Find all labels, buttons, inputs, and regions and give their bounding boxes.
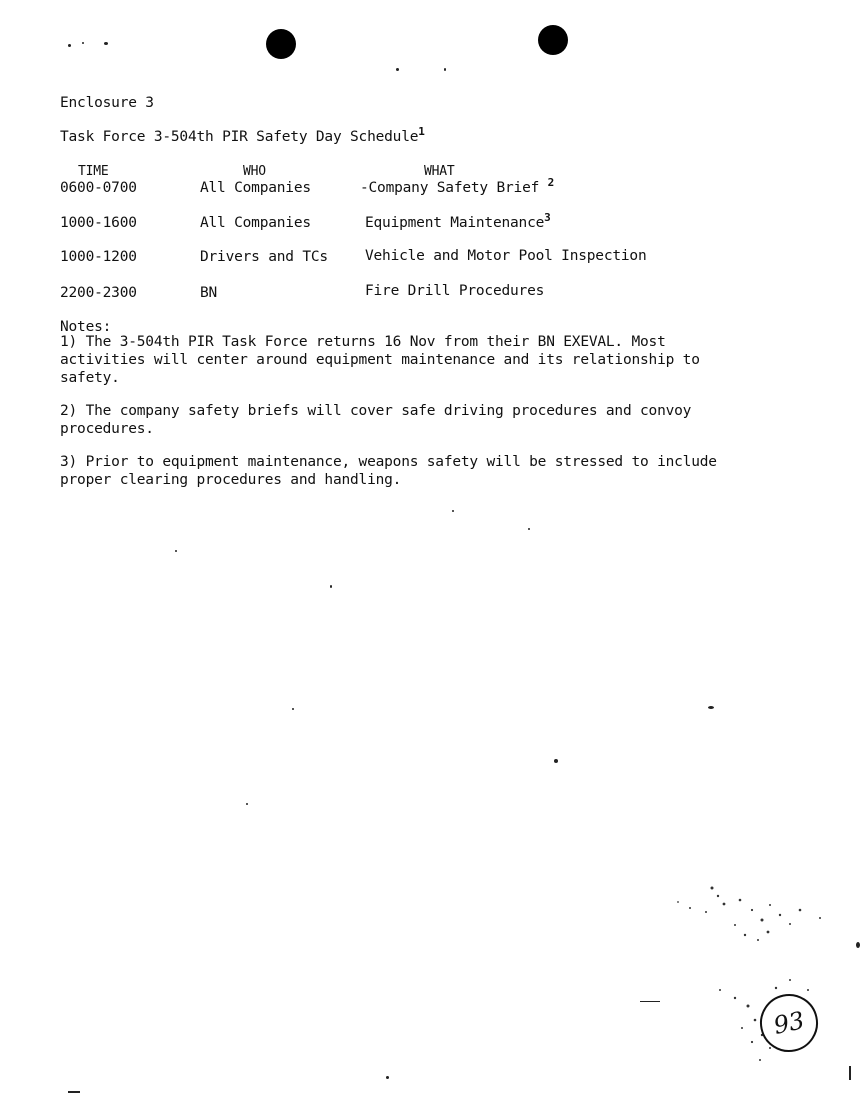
notes-label: Notes:: [60, 319, 112, 335]
note-1: 1) The 3-504th PIR Task Force returns 16 Nov from their BN EXEVAL. Most activities will center around equipment maintenance and its relationship to safety.: [60, 334, 700, 386]
row-4-time: 2200-2300: [60, 285, 137, 301]
row-2-footnote-marker: 3: [544, 211, 551, 224]
row-3-time: 1000-1200: [60, 249, 137, 265]
title-footnote-marker: 1: [418, 125, 425, 138]
row-2-time: 1000-1600: [60, 215, 137, 231]
row-4-what: Fire Drill Procedures: [365, 283, 545, 299]
row-2-what-text: Equipment Maintenance: [365, 215, 545, 231]
row-2-who: All Companies: [200, 215, 311, 231]
column-header-who: WHO: [243, 164, 266, 179]
note-2: 2) The company safety briefs will cover safe driving procedures and convoy procedures.: [60, 403, 692, 437]
row-3-who: Drivers and TCs: [200, 249, 328, 265]
row-1-time: 0600-0700: [60, 180, 137, 196]
row-1-what-text: -Company Safety Brief: [360, 180, 540, 196]
column-header-time: TIME: [78, 164, 109, 179]
row-3-what: Vehicle and Motor Pool Inspection: [365, 248, 647, 264]
column-header-what: WHAT: [424, 164, 455, 179]
row-1-who: All Companies: [200, 180, 311, 196]
note-3: 3) Prior to equipment maintenance, weapons safety will be stressed to include proper clearing procedures and handling.: [60, 454, 717, 488]
enclosure-label: Enclosure 3: [60, 95, 154, 111]
page-number-stamp: 93: [755, 989, 824, 1058]
document-title-text: Task Force 3-504th PIR Safety Day Schedule: [60, 129, 419, 145]
row-4-who: BN: [200, 285, 218, 301]
row-1-footnote-marker: 2: [547, 176, 555, 189]
